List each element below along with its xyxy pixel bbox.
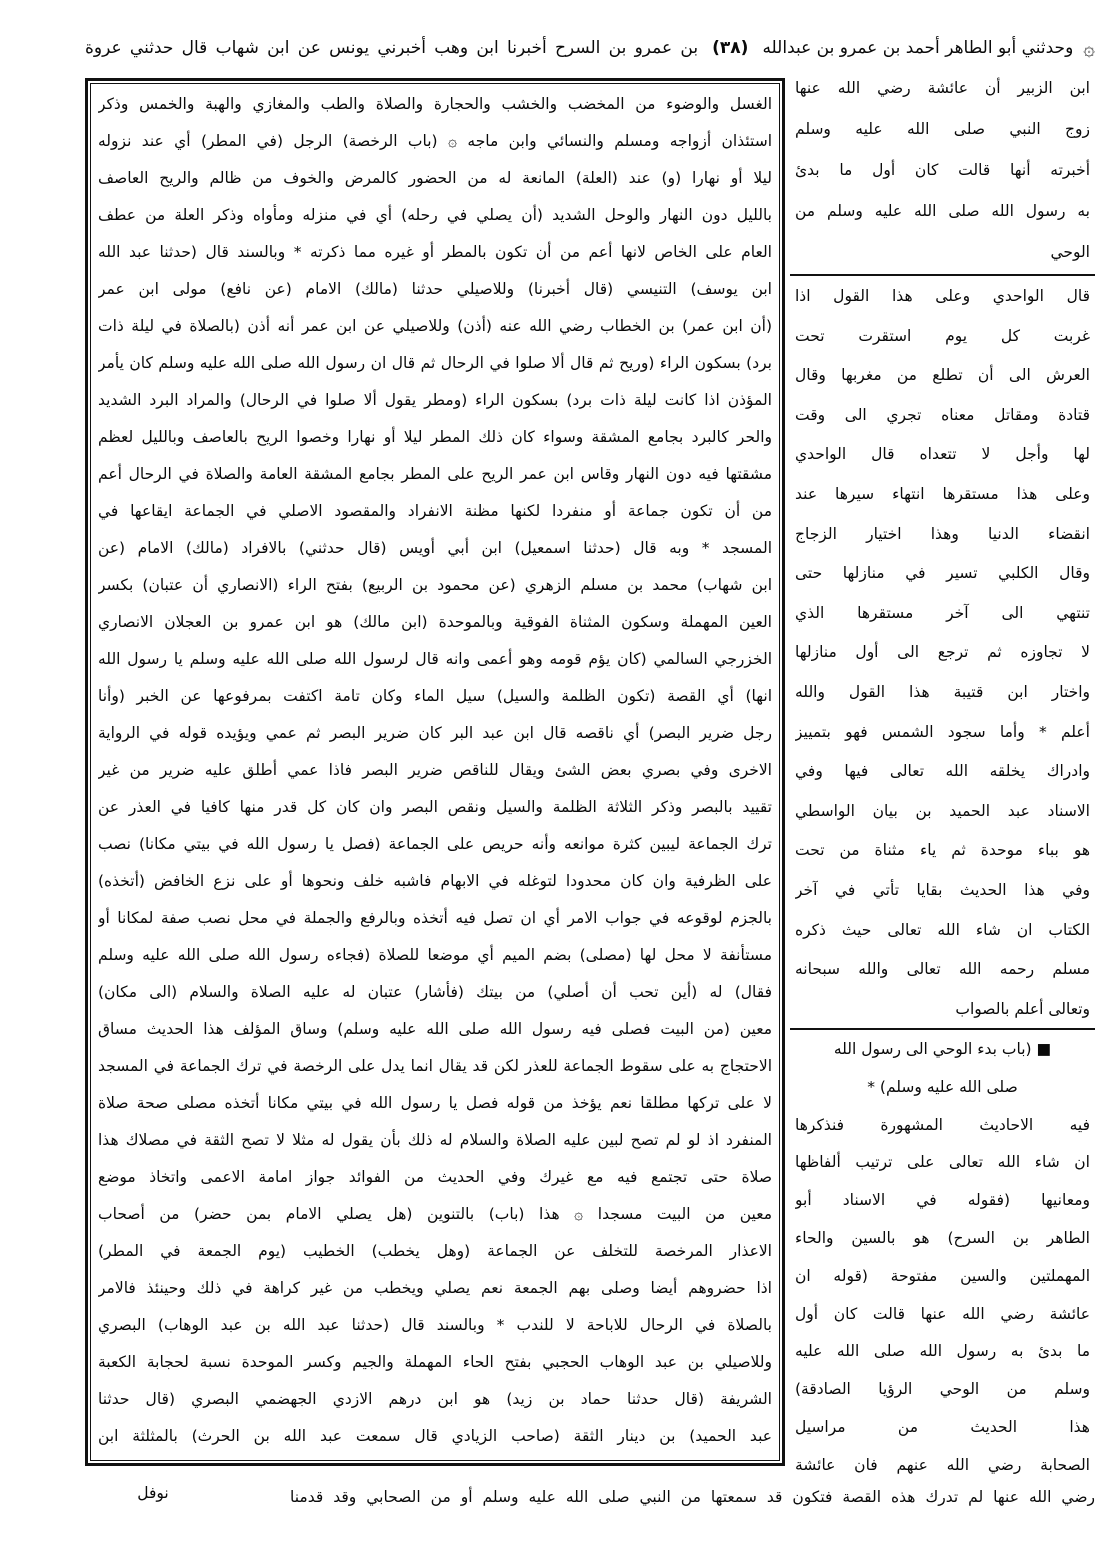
header-text-left: بن عمرو بن السرح أخبرنا ابن وهب أخبرني يونس عن ابن شهاب قال حدثني عروة [85,38,699,58]
margin-commentary-line: وتعالى أعلم بالصواب [955,999,1090,1018]
main-line: معين من البيت مسجدا ۞ هذا (باب) بالتنوين (هل يصلي الامام بمن حضر) من أصحاب [98,1205,772,1223]
margin-hadith-line: الوحي [1050,243,1090,261]
main-line: صلاة حتى تجتمع فيه مع غيرك وفي الحديث من الفوائد جواز امامة الاعمى واتخاذ موضع [98,1168,772,1186]
margin-commentary-line: واختار ابن قتيبة هذا القول والله [795,682,1090,701]
chapter-heading-line: صلى الله عليه وسلم) * [867,1077,1018,1096]
margin-commentary-line: وادراك يخلقه الله تعالى فيها وفي [795,762,1090,781]
main-line: ليلا أو نهارا (و) عند (العلة) المانعة له من الحضور كالمرض والخوف من ظالم والريح العاصف [98,169,772,187]
margin-commentary-line: قتادة ومقاتل معناه تجري الى وقت [795,405,1090,424]
margin-commentary-line: هو بباء موحدة ثم ياء مثناة من تحت [795,841,1090,860]
main-line: ابن شهاب) محمد بن مسلم الزهري (عن محمود بن الربيع) بفتح الراء (الانصاري أن عتبان) بكسر [98,576,772,594]
header-text-right: وحدثني أبو الطاهر أحمد بن عمرو بن عبدالله [762,38,1074,58]
header-line [85,30,1095,66]
main-line: تقييد بالبصر وذكر الثلاثة الظلمة والسيل ونقص البصر وان كان كل قدر منها كافيا في العذر عن [98,798,772,816]
margin-hadith-text [795,68,1090,273]
margin-commentary-line: لها وأجل لا تتعداه قال الواحدي [795,445,1090,464]
margin-chapter-line: فيه الاحاديث المشهورة فنذكرها [795,1115,1090,1134]
margin-chapter-line: وسلم من الوحي الرؤيا الصادقة) [795,1380,1090,1399]
main-line: (أن ابن عمر) بن الخطاب رضي الله عنه (أذن) وللاصيلي عن ابن عمر أنه أذن (بالصلاة في ليلة ذات [98,317,772,335]
margin-divider [790,1028,1095,1030]
footer-line: رضي الله عنها لم تدرك هذه القصة فتكون قد سمعتها من النبي صلى الله عليه وسلم أو من الصحابي وقد قدمنا [290,1488,1095,1506]
main-line: الشريفة (قال حدثنا حماد بن زيد) هو ابن درهم الازدي الجهضمي البصري (قال حدثنا [98,1390,772,1408]
main-line: معين (من البيت فصلى فيه رسول الله صلى الله عليه وسلم) وساق المؤلف هذا الحديث مساق [98,1020,772,1038]
main-line: المؤذن اذا كانت ليلة ذات برد) بسكون الراء (ومطر يقول ألا صلوا في الرحال) والمراد البرد الشديد [98,391,772,409]
main-line: مستأنفة لا محل لها (مصلى) بضم الميم أي موضعا للصلاة (فجاءه رسول الله صلى الله عليه وسلم [98,946,772,964]
main-line: انها) أي القصة (تكون الظلمة والسيل) سيل الماء وكان تامة اكتفت بمرفوعها عن الخبر (وأنا [98,687,772,705]
margin-commentary-line: لا تجاوزه ثم ترجع الى أول منازلها [795,643,1090,662]
main-text-box [85,78,785,1466]
main-line: الاعذار المرخصة للتخلف عن الجماعة (وهل يخطب) الخطيب (يوم الجمعة في المطر) [98,1242,772,1260]
margin-hadith-line: زوج النبي صلى الله عليه وسلم [795,120,1090,138]
main-line: لا على تركها مطلقا نعم يؤخذ من قوله فصل يا رسول الله في بيتي مكانا أتخذه مصلى صحة صلاة [98,1094,772,1112]
page-number: (٣٨) [712,38,749,58]
margin-commentary-line: قال الواحدي وعلى هذا القول اذا [795,287,1090,305]
margin-chapter-line: هذا الحديث من مراسيل [795,1417,1090,1436]
main-line: الاحتجاج به على سقوط الجماعة للعذر لكن قد يقال انما يدل على الرخصة في ترك الجماعة في المسجد [98,1057,772,1075]
main-line: بالجزم لوقوعه في جواب الامر أي ان تصل فيه أتخذه وبالرفع والجملة في محل نصب صفة لمكانا أو [98,909,772,927]
margin-chapter-line: ان شاء الله تعالى على ترتيب ألفاظها [795,1153,1090,1172]
margin-hadith-line: ابن الزبير أن عائشة رضي الله عنها [795,79,1090,97]
margin-chapter-line: ومعانيها (فقوله في الاسناد أبو [795,1191,1090,1210]
margin-chapter-line: المهملتين والسين مفتوحة (قوله ان [795,1266,1090,1285]
margin-commentary-line: الاسناد عبد الحميد بن بيان الواسطي [795,801,1090,820]
margin-hadith-line: به رسول الله صلى الله عليه وسلم من [795,202,1090,220]
main-line: برد) بسكون الراء (وريح ثم قال ألا صلوا في الرحال ثم قال ان رسول الله صلى الله عليه وسلم كان يأمر [98,354,772,372]
main-line: الاخرى وفي بصري بعض الشئ ويقال للناقص ضرير البصر فاذا عمي أطلق عليه ضرير من غير [98,761,772,779]
main-line: بالليل دون النهار والوحل الشديد (أن يصلي في رحله) أي في منزله ومأواه وذكر العلة من عطف [98,206,772,224]
margin-commentary-line: وعلى هذا مستقرها انتهاء سيرها عند [795,484,1090,503]
margin-commentary-text [795,277,1090,1029]
main-line: المنفرد اذ لو لم تصح لبين عليه الصلاة والسلام له ذلك بأن يقول له مثلا لا تصح الثقة في مصلاك هذا [98,1131,772,1149]
chapter-heading-line: ■ (باب بدء الوحي الى رسول الله [833,1040,1052,1058]
main-line: ترك الجماعة ليبين كثرة موانعه وأنه حريص على الجماعة (فصل يا رسول الله في بيتي مكانا) نصب [98,835,772,853]
margin-commentary-line: وفي هذا الحديث بقايا تأتي في آخر [795,880,1090,899]
margin-commentary-line: العرش الى أن تطلع من مغربها وقال [795,366,1090,385]
main-line: وللاصيلي بن عبد الوهاب الحجبي بفتح الحاء المهملة والجيم وكسر الموحدة نسبة لحجابة الكعبة [98,1353,772,1371]
main-line: عبد الحميد) بن دينار الثقة (صاحب الزيادي قال سمعت عبد الله بن الحرث) بالمثلثة ابن [98,1427,772,1445]
main-line: والحر كالبرد بجامع المشقة وسواء كان ذلك المطر ليلا أو نهارا وخصوا الريح بالعاصف وبالليل لعظم [98,428,772,446]
main-line: استئذان أزواجه ومسلم والنسائي وابن ماجه ۞ (باب الرخصة) الرجل (في المطر) أي عند نزوله [98,132,772,150]
main-line: اذا حضروهم أيضا وصلى بهم الجمعة نعم يصلي ويخطب من غير كراهة في ذلك وحينئذ فالامر [98,1279,772,1297]
main-text-lines [98,86,772,1455]
main-line: على الظرفية وان كان محدودا لتوغله في الابهام فاشبه خلف ونحوها أو على نزع الخافض (أتخذه) [98,872,772,890]
margin-commentary-line: وقال الكلبي تسير في منازلها حتى [795,564,1090,583]
main-line: العين المهملة وسكون المثناة الفوقية وبالموحدة (ابن مالك) هو ابن عمرو بن العجلان الانصاري [98,613,772,631]
margin-commentary-line: أعلم * وأما سجود الشمس فهو بتمييز [795,722,1090,741]
ornament-icon: ۞ [1083,36,1095,60]
margin-chapter-line: عائشة رضي الله عنها قالت كان أول [795,1304,1090,1323]
main-line: المسجد * وبه قال (حدثنا اسمعيل) ابن أبي أويس (قال حدثني) بالافراد (مالك) الامام (عن [98,539,772,557]
catchword: نوفل [137,1484,169,1502]
main-line: الغسل والوضوء من المخضب والخشب والحجارة والصلاة والطب والمغازي والهبة والخمس وذكر [98,95,772,113]
main-line: من أن تكون جماعة أو منفردا لكنها مظنة الانفراد والمقصود الاصلي في الجماعة ايقاعها في [98,502,772,520]
margin-chapter-line: الصحابة رضي الله عنهم فان عائشة [795,1455,1090,1474]
main-line: الخزرجي السالمي (كان يؤم قومه وهو أعمى وانه قال لرسول الله صلى الله عليه وسلم يا رسول الله [98,650,772,668]
margin-commentary-line: غربت كل يوم استقرت تحت [795,326,1090,345]
main-line: فقال) له (أين تحب أن أصلي) من بيتك (فأشار) عتبان له عليه الصلاة والسلام (الى مكان) [98,983,772,1001]
margin-divider [790,274,1095,276]
margin-commentary-line: الكتاب ان شاء الله تعالى حيث ذكره [795,920,1090,939]
margin-chapter-line: ما بدئ به رسول الله صلى الله عليه [795,1342,1090,1361]
margin-commentary-line: مسلم رحمه الله تعالى والله سبحانه [795,960,1090,979]
margin-commentary-line: تنتهي الى آخر مستقرها الذي [795,603,1090,622]
main-line: بالصلاة في الرحال للاباحة لا للندب * وبالسند قال (حدثنا عبد الله بن عبد الوهاب) البصري [98,1316,772,1334]
margin-chapter-line: الطاهر بن السرح) هو بالسين والحاء [795,1228,1090,1247]
main-line: العام على الخاص لانها أعم من أن تكون بالمطر أو غيره مما ذكرته * وبالسند قال (حدثنا عبد الله [98,243,772,261]
main-line: مشقتها فيه دون النهار وقاس ابن عمر الريح على المطر بجامع المشقة العامة والصلاة في الرحال أعم [98,465,772,483]
main-line: ابن يوسف) التنيسي (قال أخبرنا) وللاصيلي حدثنا (مالك) الامام (عن نافع) مولى ابن عمر [98,280,772,298]
margin-hadith-line: أخبرته أنها قالت كان أول ما بدئ [795,161,1090,179]
margin-commentary-line: انقضاء الدنيا وهذا اختيار الزجاج [795,524,1090,543]
margin-chapter-text [795,1031,1090,1485]
main-line: رجل ضرير البصر) أي ناقصه قال ابن عبد البر كان ضرير البصر ثم عمي ويؤيده قوله في الرواية [98,724,772,742]
